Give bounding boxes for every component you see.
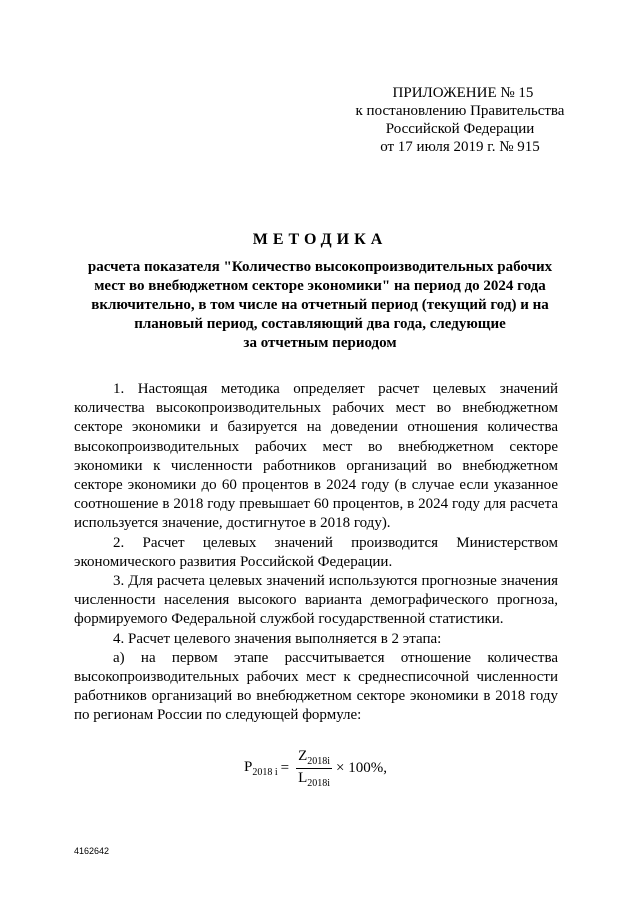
paragraph: а) на первом этапе рассчитывается отношение количества высокопроизводительных рабочих мест к среднесписочной численности работников организаций во внебюджетном секторе экономики в 2018 году по регионам России по следующей формуле: bbox=[74, 649, 558, 724]
paragraph: 1. Настоящая методика определяет расчет целевых значений количества высокопроизводительных рабочих мест во внебюджетном секторе экономики и базируется на доведении отношения количества высокопроизводительных рабочих мест во внебюджетном секторе экономики к численности работников организаций во внебюджетном секторе экономики до 60 процентов в 2024 году (в случае если указанное соотношение в 2018 году превышает 60 процентов, в 2024 году для расчета используется значение, достигнутое в 2018 году). bbox=[74, 381, 558, 532]
appendix-ref-line: к постановлению Правительства bbox=[355, 103, 565, 119]
document-body bbox=[74, 380, 558, 726]
document-number: 4162642 bbox=[74, 846, 110, 856]
document-subtitle bbox=[70, 258, 570, 353]
formula-equals: = bbox=[280, 760, 290, 776]
formula-numerator: $Z_{2018i}$ bbox=[298, 748, 331, 767]
appendix-date-line: от 17 июля 2019 г. № 915 bbox=[380, 139, 540, 155]
appendix-header bbox=[340, 84, 580, 156]
formula-lhs-sub: 2018 i bbox=[252, 767, 278, 778]
formula bbox=[244, 748, 387, 789]
formula-denominator: $L_{2018i}$ bbox=[298, 770, 331, 789]
subtitle-line: за отчетным периодом bbox=[243, 335, 397, 351]
subtitle-line: плановый период, составляющий два года, следующие bbox=[134, 316, 506, 332]
subtitle-line: мест во внебюджетном секторе экономики" на период до 2024 года bbox=[94, 278, 546, 294]
appendix-ref-line: Российской Федерации bbox=[385, 121, 535, 137]
subtitle-line: расчета показателя "Количество высокопроизводительных рабочих bbox=[87, 259, 553, 275]
appendix-number: ПРИЛОЖЕНИЕ № 15 bbox=[392, 85, 534, 101]
paragraph: 4. Расчет целевого значения выполняется в 2 этапа: bbox=[113, 630, 442, 647]
formula-tail: × 100%, bbox=[336, 760, 388, 776]
paragraph: 2. Расчет целевых значений производится Министерством экономического развития Российской Федерации. bbox=[74, 534, 558, 570]
subtitle-line: включительно, в том числе на отчетный период (текущий год) и на bbox=[91, 297, 549, 313]
document-title: МЕТОДИКА bbox=[252, 231, 388, 248]
formula-lhs: $P_{2018 i}$ bbox=[244, 759, 278, 778]
formula-fraction bbox=[296, 748, 332, 789]
paragraph: 3. Для расчета целевых значений используются прогнозные значения численности населения высокого варианта демографического прогноза, формируемого Федеральной службой государственной статистики. bbox=[74, 573, 558, 628]
